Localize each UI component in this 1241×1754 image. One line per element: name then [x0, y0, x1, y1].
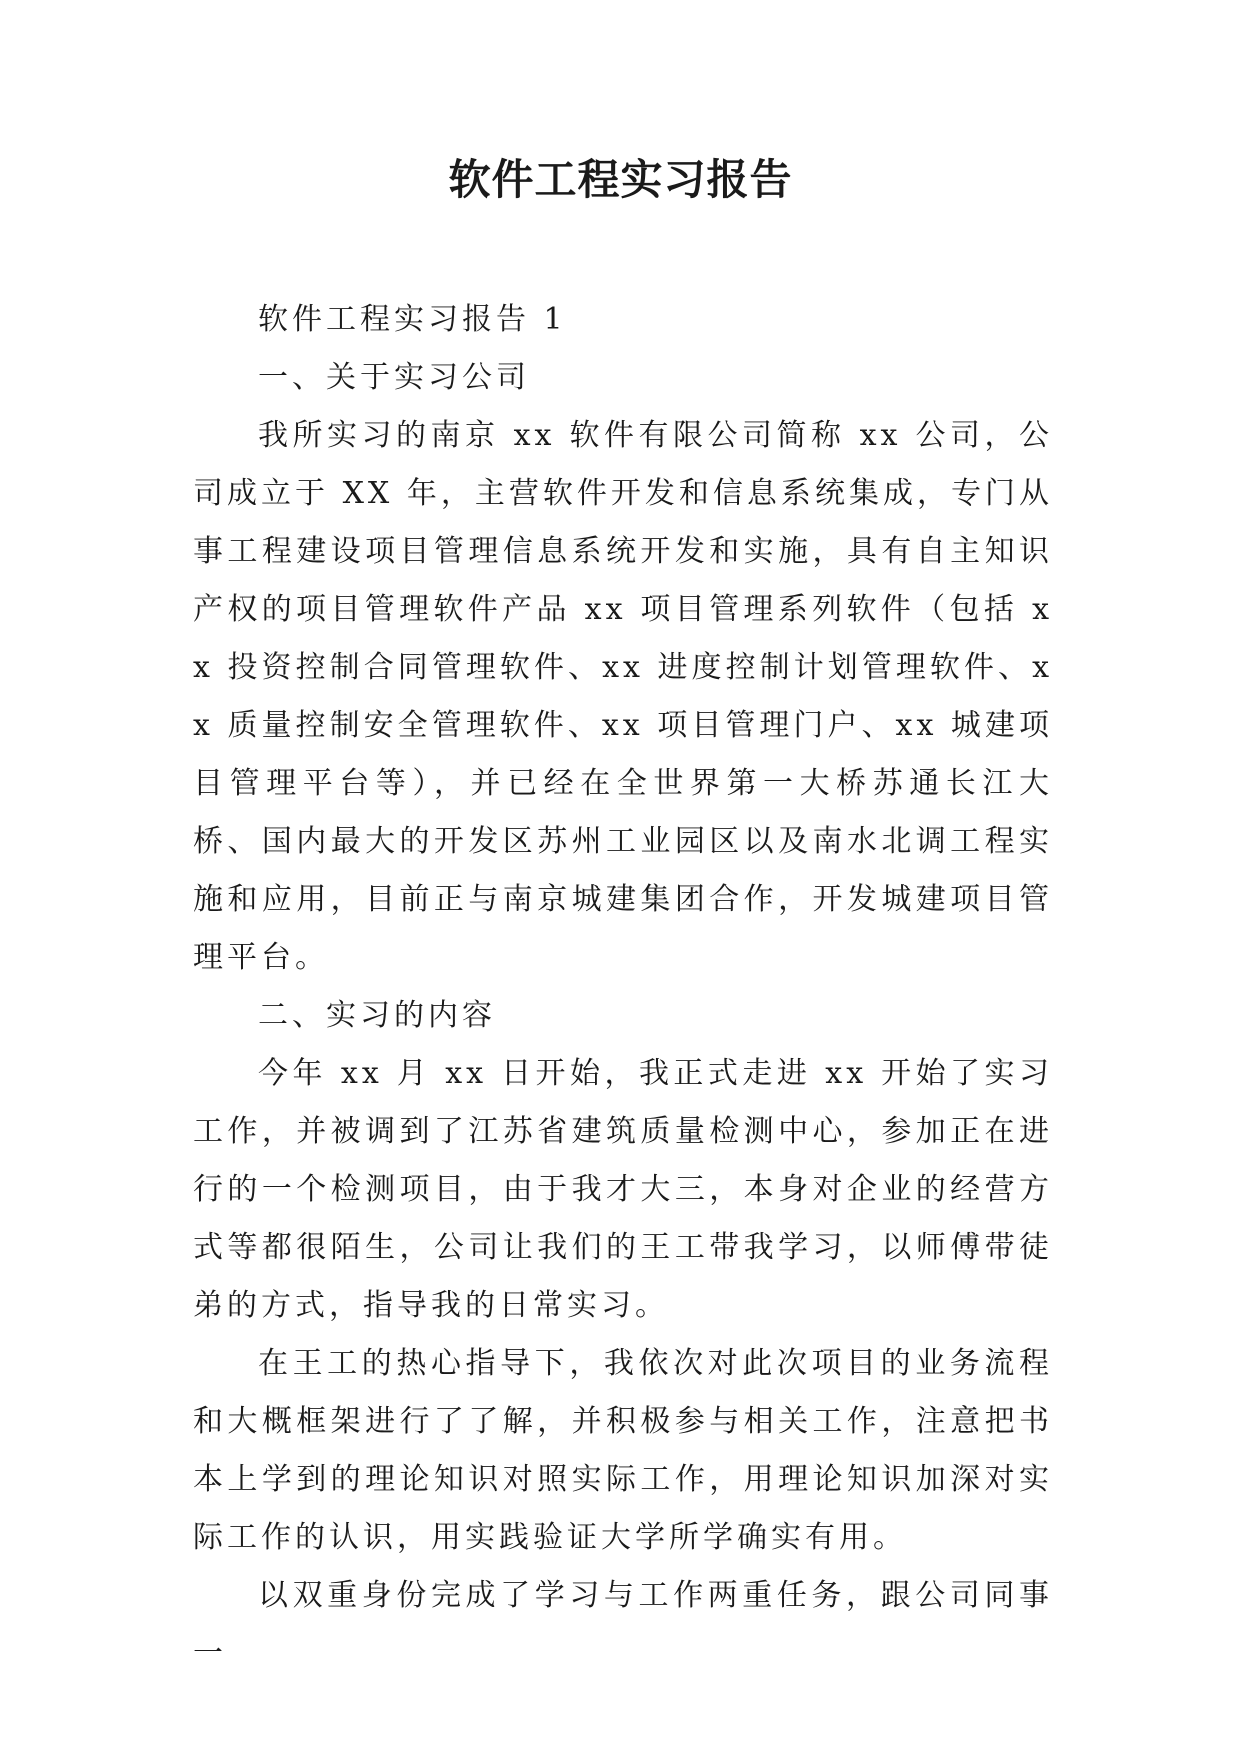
report-subtitle: 软件工程实习报告 1 — [258, 302, 567, 337]
document-body — [193, 291, 1053, 1683]
section-heading-content: 二、实习的内容 — [258, 998, 496, 1033]
paragraph: 以双重身份完成了学习与工作两重任务，跟公司同事一 — [193, 1578, 1053, 1671]
section-heading-company: 一、关于实习公司 — [258, 360, 530, 395]
paragraph: 我所实习的南京 xx 软件有限公司简称 xx 公司，公司成立于 XX 年，主营软件开发和信息系统集成，专门从事工程建设项目管理信息系统开发和实施，具有自主知识产权的项目管理软件产品 xx 项目管理系列软件（包括 xx 投资控制合同管理软件、xx 进度控制计划管理软件、xx 质量控制安全管理软件、xx 项目管理门户、xx 城建项目管理平台等），并已经在全世界第一大桥苏通长江大桥、国内最大的开发区苏州工业园区以及南水北调工程实施和应用，目前正与南京城建集团合作，开发城建项目管理平台。 — [193, 418, 1053, 975]
paragraph: 在王工的热心指导下，我依次对此次项目的业务流程和大概框架进行了了解，并积极参与相关工作，注意把书本上学到的理论知识对照实际工作，用理论知识加深对实际工作的认识，用实践验证大学所学确实有用。 — [193, 1346, 1053, 1555]
paragraph: 今年 xx 月 xx 日开始，我正式走进 xx 开始了实习工作，并被调到了江苏省建筑质量检测中心，参加正在进行的一个检测项目，由于我才大三，本身对企业的经营方式等都很陌生，公司让我们的王工带我学习，以师傅带徒弟的方式，指导我的日常实习。 — [193, 1056, 1053, 1323]
document-title: 软件工程实习报告 — [448, 155, 793, 204]
